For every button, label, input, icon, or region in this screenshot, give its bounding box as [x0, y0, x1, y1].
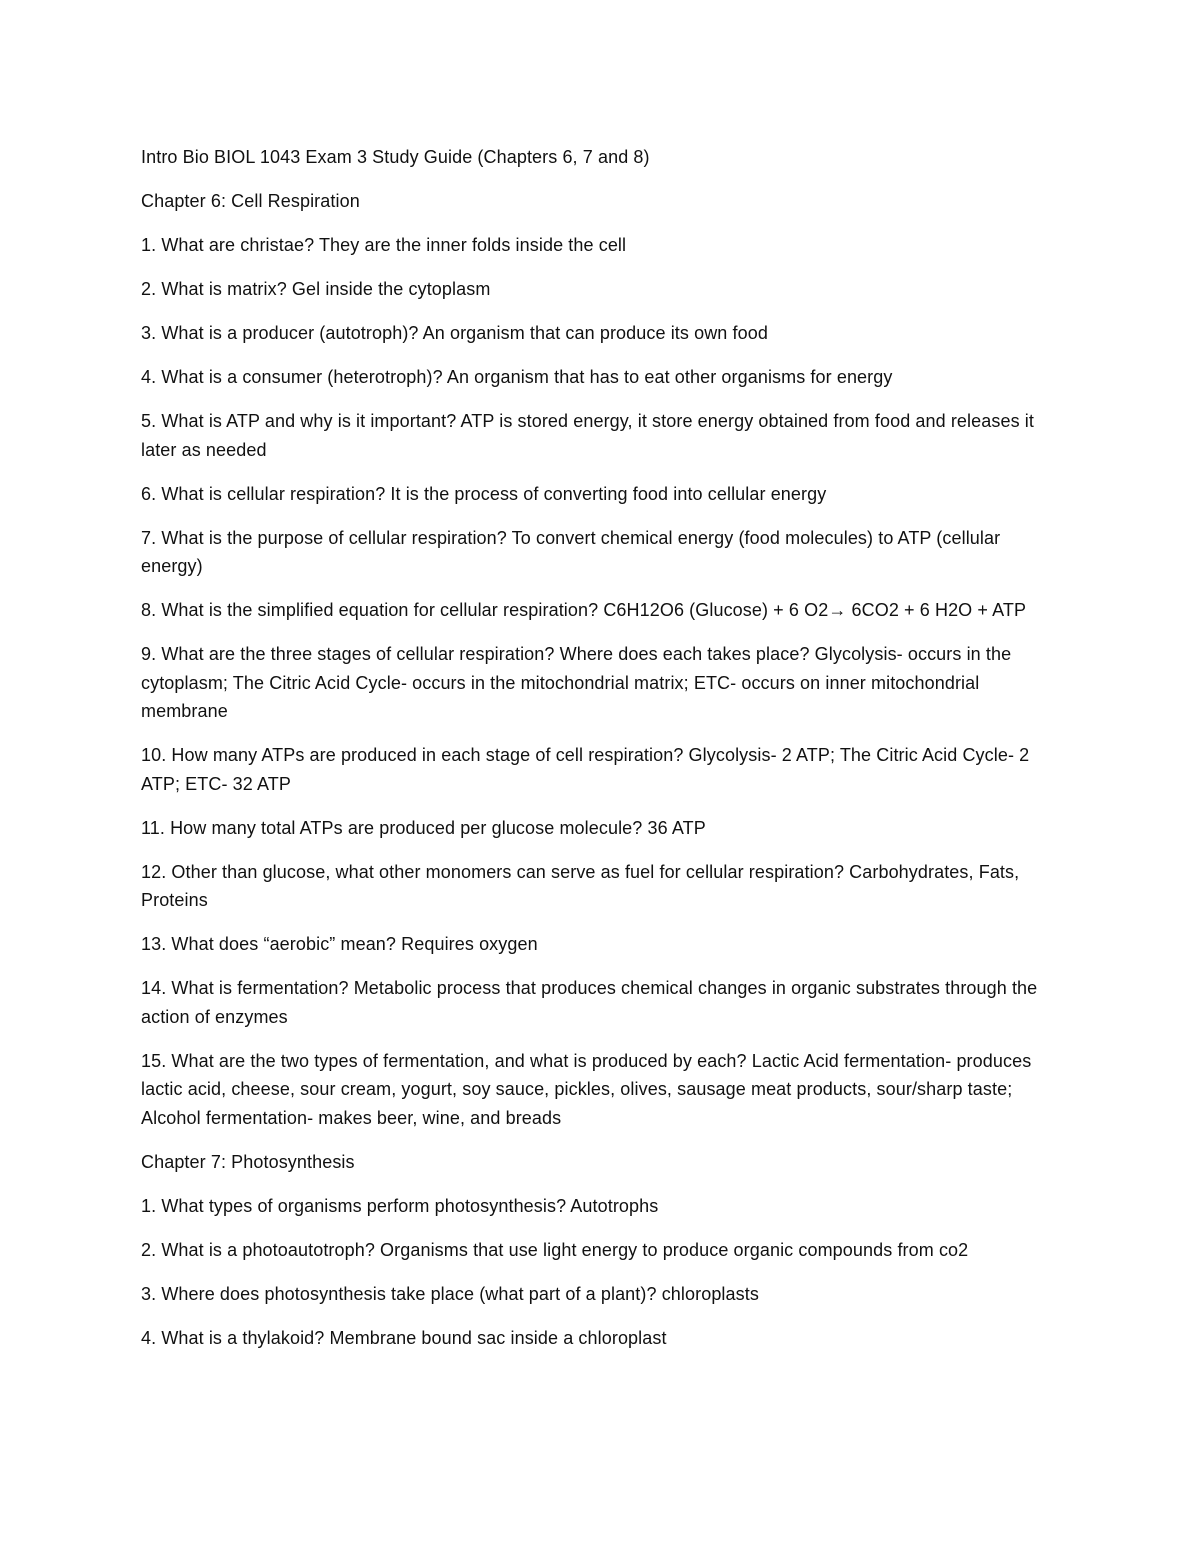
ch6-question-8: 8. What is the simplified equation for cellular respiration? C6H12O6 (Glucose) + 6 O2→ 6CO2 + 6 H2O + ATP — [141, 600, 1027, 620]
ch7-question-3: 3. Where does photosynthesis take place (what part of a plant)? chloroplasts — [141, 1283, 759, 1304]
chapter-6-heading: Chapter 6: Cell Respiration — [141, 191, 360, 211]
ch6-question-1: 1. What are christae? They are the inner folds inside the cell — [141, 235, 627, 255]
ch7-question-1: 1. What types of organisms perform photosynthesis? Autotrophs — [141, 1195, 659, 1216]
ch6-question-15: 15. What are the two types of fermentation, and what is produced by each? Lactic Acid fermentation- produces lactic acid, cheese, sour cream, yogurt, soy sauce, pickles, olives, sausage meat products, sour/sharp taste; Alcohol fermentation- makes beer, wine, and breads — [141, 1050, 1032, 1128]
ch6-question-11: 11. How many total ATPs are produced per glucose molecule? 36 ATP — [141, 817, 706, 838]
ch6-question-6: 6. What is cellular respiration? It is the process of converting food into cellular energy — [141, 483, 827, 504]
document-page — [141, 143, 1061, 1368]
ch6-question-10: 10. How many ATPs are produced in each stage of cell respiration? Glycolysis- 2 ATP; The Citric Acid Cycle- 2 ATP; ETC- 32 ATP — [141, 745, 1030, 794]
ch6-question-3: 3. What is a producer (autotroph)? An organism that can produce its own food — [141, 323, 768, 343]
ch6-question-4: 4. What is a consumer (heterotroph)? An organism that has to eat other organisms for energy — [141, 367, 893, 387]
ch6-question-12: 12. Other than glucose, what other monomers can serve as fuel for cellular respiration? Carbohydrates, Fats, Proteins — [141, 861, 1020, 910]
ch6-question-5: 5. What is ATP and why is it important? ATP is stored energy, it store energy obtained from food and releases it later as needed — [141, 411, 1034, 460]
ch6-question-14: 14. What is fermentation? Metabolic process that produces chemical changes in organic substrates through the action of enzymes — [141, 978, 1038, 1027]
ch6-question-2: 2. What is matrix? Gel inside the cytoplasm — [141, 279, 491, 299]
document-title: Intro Bio BIOL 1043 Exam 3 Study Guide (Chapters 6, 7 and 8) — [141, 147, 650, 167]
ch7-question-4: 4. What is a thylakoid? Membrane bound sac inside a chloroplast — [141, 1327, 667, 1348]
ch6-question-7: 7. What is the purpose of cellular respiration? To convert chemical energy (food molecules) to ATP (cellular energy) — [141, 527, 1001, 576]
ch7-question-2: 2. What is a photoautotroph? Organisms that use light energy to produce organic compounds from co2 — [141, 1239, 969, 1260]
ch6-question-13: 13. What does “aerobic” mean? Requires oxygen — [141, 934, 538, 954]
ch6-question-9: 9. What are the three stages of cellular respiration? Where does each takes place? Glycolysis- occurs in the cytoplasm; The Citric Acid Cycle- occurs in the mitochondrial matrix; ETC- occurs on inner mitochondrial membrane — [141, 644, 1012, 721]
chapter-7-heading: Chapter 7: Photosynthesis — [141, 1151, 355, 1172]
